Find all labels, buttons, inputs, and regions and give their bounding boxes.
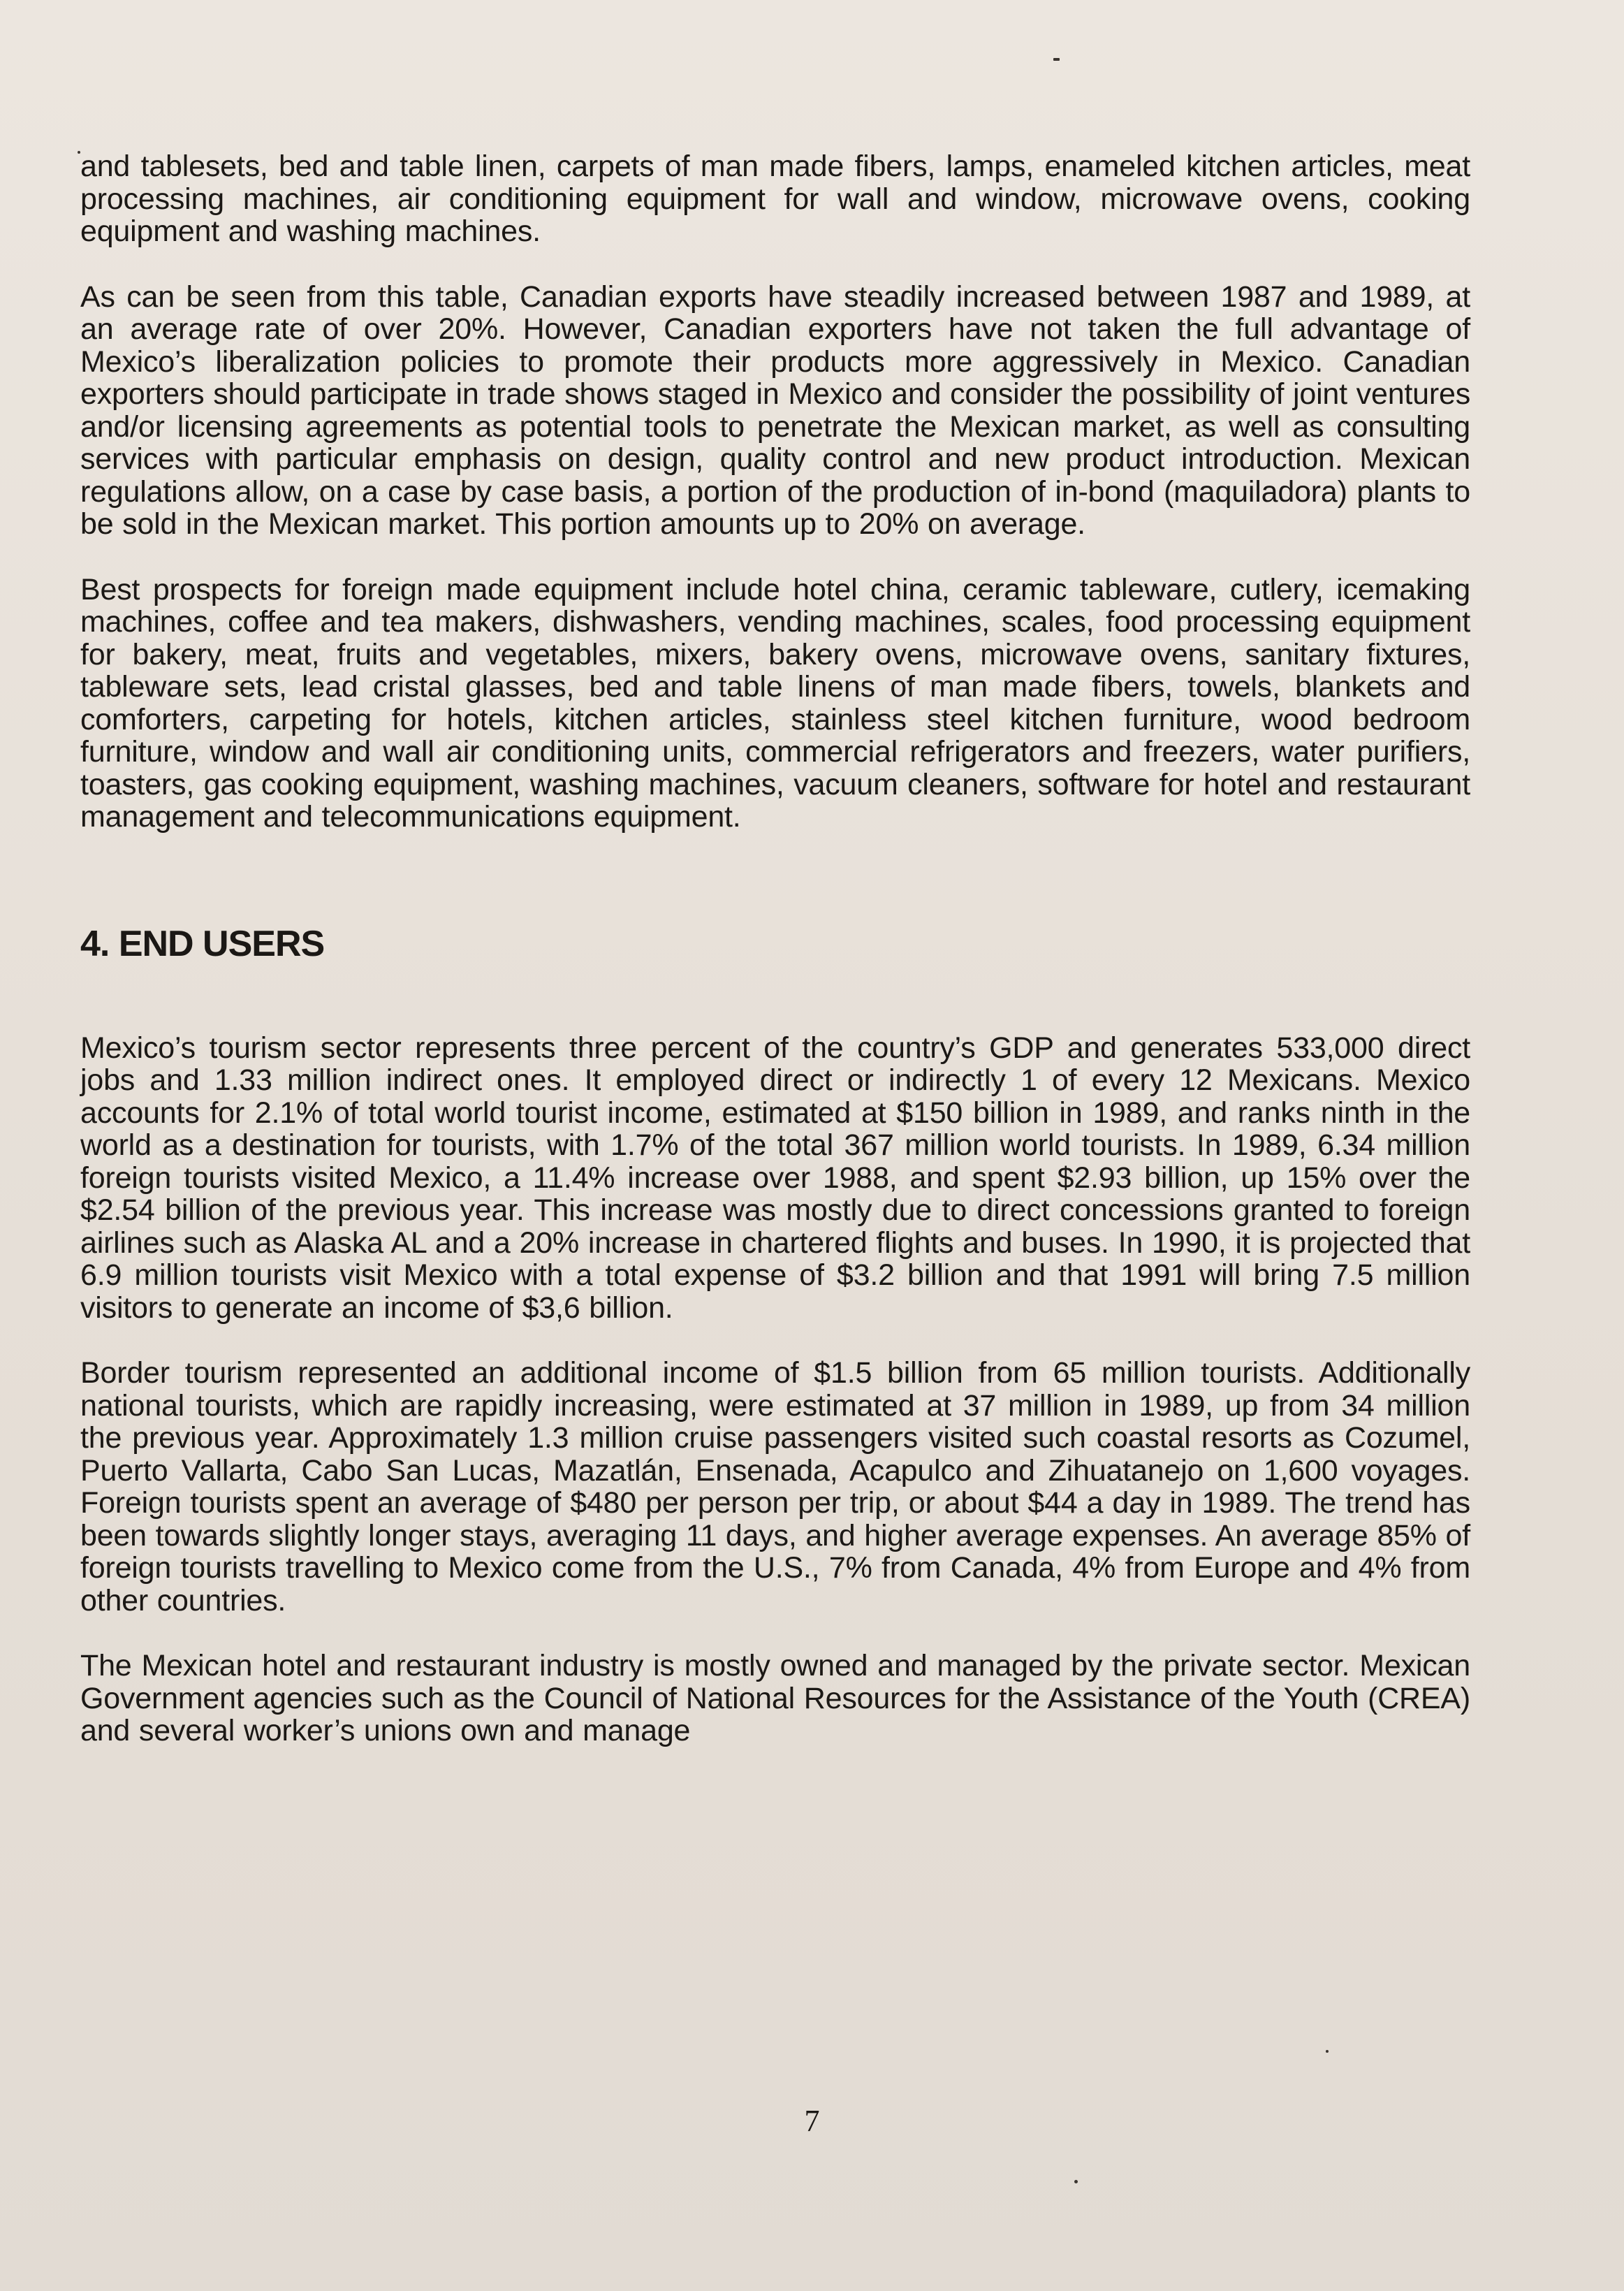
- page-number: 7: [804, 2104, 820, 2138]
- scan-speck: [1074, 2180, 1078, 2183]
- paragraph-hotel-industry: The Mexican hotel and restaurant industry is mostly owned and managed by the private sector. Mexican Government agencies such as the Council of National Resources for the Assistance of the Youth (CREA) and several worker’s unions own and manage: [80, 1649, 1470, 1747]
- paragraph-canadian-exports: As can be seen from this table, Canadian exports have steadily increased between 1987 and 1989, at an average rate of over 20%. However, Canadian exporters have not taken the full advantage of Mexico’s liberalization policies to promote their products more aggressively in Mexico. Canadian exporters should participate in trade shows staged in Mexico and consider the possibility of joint ventures and/or licensing agreements as potential tools to penetrate the Mexican market, as well as consulting services with particular emphasis on design, quality control and new product introduction. Mexican regulations allow, on a case by case basis, a portion of the production of in-bond (maquiladora) plants to be sold in the Mexican market. This portion amounts up to 20% on average.: [80, 279, 1470, 541]
- paragraph-border-tourism: Border tourism represented an additional income of $1.5 billion from 65 million tourists. Additionally national tourists, which are rapidly increasing, were estimated at 37 million in 1989, up from 34 million the previous year. Approximately 1.3 million cruise passengers visited such coastal resorts as Cozumel, Puerto Vallarta, Cabo San Lucas, Mazatlán, Ensenada, Acapulco and Zihuatanejo on 1,600 voyages. Foreign tourists spent an average of $480 per person per trip, or about $44 a day in 1989. The trend has been towards slightly longer stays, averaging 11 days, and higher average expenses. An average 85% of foreign tourists travelling to Mexico come from the U.S., 7% from Canada, 4% from Europe and 4% from other countries.: [80, 1356, 1470, 1617]
- document-body: [80, 150, 1470, 1747]
- section-heading-end-users: 4. END USERS: [80, 923, 325, 964]
- paragraph-tourism-sector: Mexico’s tourism sector represents three percent of the country’s GDP and generates 533,000 direct jobs and 1.33 million indirect ones. It employed direct or indirectly 1 of every 12 Mexicans. Mexico accounts for 2.1% of total world tourist income, estimated at $150 billion in 1989, and ranks ninth in the world as a destination for tourists, with 1.7% of the total 367 million world tourists. In 1989, 6.34 million foreign tourists visited Mexico, a 11.4% increase over 1988, and spent $2.93 billion, up 15% over the $2.54 billion of the previous year. This increase was mostly due to direct concessions granted to foreign airlines such as Alaska AL and a 20% increase in chartered flights and buses. In 1990, it is projected that 6.9 million tourists visit Mexico with a total expense of $3.2 billion and that 1991 will bring 7.5 million visitors to generate an income of $3,6 billion.: [80, 1031, 1470, 1325]
- paragraph-best-prospects: Best prospects for foreign made equipment include hotel china, ceramic tableware, cutlery, icemaking machines, coffee and tea makers, dishwashers, vending machines, scales, food processing equipment for bakery, meat, fruits and vegetables, mixers, bakery ovens, microwave ovens, sanitary fixtures, tableware sets, lead cristal glasses, bed and table linens of man made fibers, towels, blankets and comforters, carpeting for hotels, kitchen articles, stainless steel kitchen furniture, wood bedroom furniture, window and wall air conditioning units, commercial refrigerators and freezers, water purifiers, toasters, gas cooking equipment, washing machines, vacuum cleaners, software for hotel and restaurant management and telecommunications equipment.: [80, 572, 1470, 834]
- scan-speck: [1326, 2050, 1329, 2053]
- paragraph-product-list-continued: and tablesets, bed and table linen, carpets of man made fibers, lamps, enameled kitchen articles, meat processing machines, air conditioning equipment for wall and window, microwave ovens, cooking equipment and washing machines.: [80, 150, 1470, 248]
- scan-speck: [1053, 58, 1060, 61]
